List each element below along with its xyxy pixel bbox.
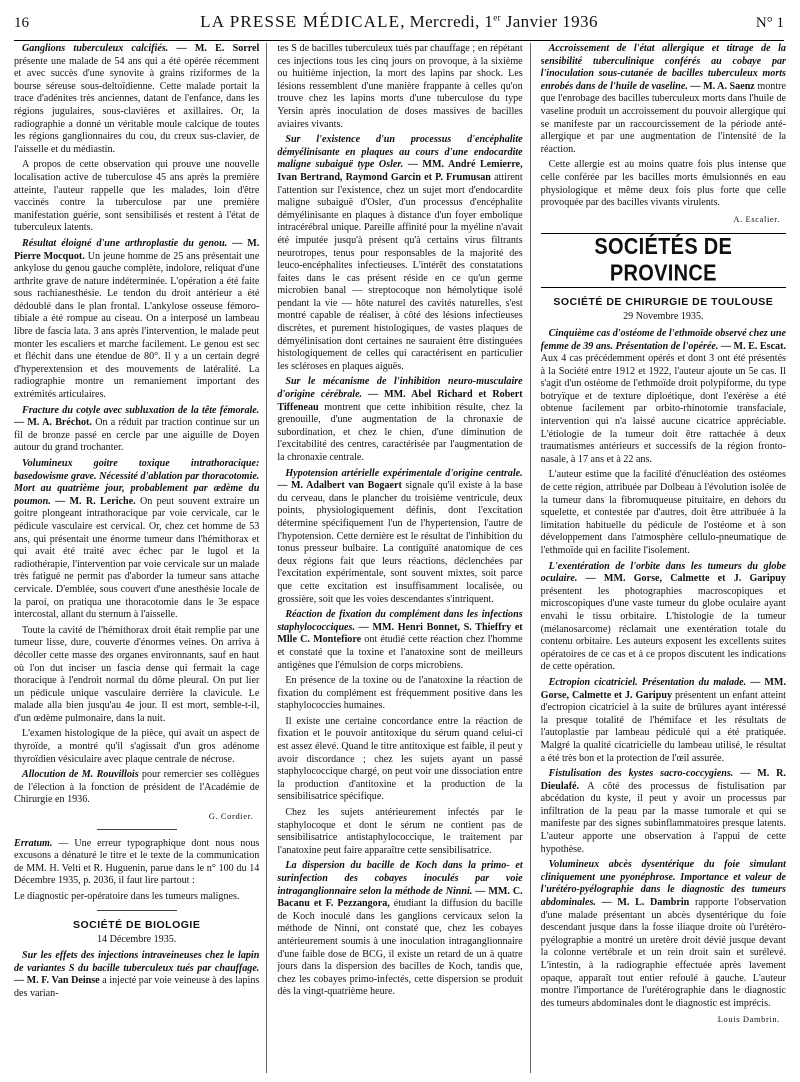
journal-title: LA PRESSE MÉDICALE [200, 12, 401, 31]
article-paragraph: Cinquième cas d'ostéome de l'ethmoïde observé chez une femme de 39 ans. Présentation de l'opérée. — M. E. Escat. Aux 4 cas précédemment opérés et dont 3 ont été présentés à la Société entre 1912 et 1922, l'auteur ajoute un 5e cas. Il s'agit d'un ostéome de l'ethmoïde droit polypiforme, du type botryïque et de texture diploétique, dont l'exérèse a été obtenue facilement par orbito-rhinotomie transfaciale, intervention qui n'a laissé aucune cicatrice appréciable. L'étiologie de la tumeur doit être rattachée à deux traumatismes antérieurs et successifs de la région fronto-nasale, à 17 ans et à 22 ans. [540, 327, 786, 465]
article-paragraph: Volumineux goitre toxique intrathoracique: basedowisme grave. Nécessité d'ablation par thoracotomie. Mort au quatrième jour, probablement par œdème du poumon. — M. R. Leriche. On peut souvent extraire un goitre plongeant intrathoracique par voie cervicale, car le pédicule vasculaire est cervical. Or, chez cet homme de 53 ans, qui présentait une énorme tumeur dans l'hémithorax et qui avait été traité avec échec par le lugol et la radiothérapie, l'intervention par voie cervicale sur un malade très fatigué ne permit pas d'aborder la tumeur sans attache cervicale. D'emblée, sous couvert d'une anesthésie locale de la paroi, on pratiqua une thoracotomie dans le 3e espace intercostal, allant du sternum à l'aisselle. [14, 458, 260, 621]
article-paragraph: Ganglions tuberculeux calcifiés. — M. E. Sorrel présente une malade de 54 ans qui a été opérée récemment et avec succès d'une synovite à grains riziformes de la bourse séreuse sous-deltoïdienne. Cette malade portait la trace d'adénites très anciennes, datant de l'enfance, dans les régions jugulaires, sous-clavières et axillaires. Or, la radiographie a donné un véritable moule calcique de toutes les régions ganglionnaires du cou, du creux sus-clavier, de l'aisselle et du médiastin. [14, 43, 260, 155]
article-paragraph: L'auteur estime que la facilité d'énucléation des ostéomes de cette région, attribuée par Dolbeau à l'évolution isolée de la tumeur dans la fibromuqueuse pituitaire, en dehors du squelette, et contestée par d'autres, doit être attribuée à la limitation habituelle du pédicule de l'ostéome et à son développement dans l'atmosphère cellulo-pneumatique de l'ethmoïde qui en facilite l'isolement. [540, 469, 786, 556]
article-paragraph: tes S de bacilles tuberculeux tués par chauffage ; en répétant ces injections tous les cinq jours on provoque, à la sixième ou huitième injection, la mort des lapins par shock. Les lésions ressemblent d'une manière frappante à celles qu'on trouve chez les lapins morts d'une tuberculose du type Yersin après inoculation de doses massives de bacilles aviaires vivants. [277, 43, 523, 130]
article-paragraph: Cette allergie est au moins quatre fois plus intense que celle conférée par les bacilles morts émulsionnés en eau physiologique et même deux fois plus forte que celle provoquée par des bacilles vivants virulents. [540, 159, 786, 209]
erratum-correction: Le diagnostic per-opératoire dans les tumeurs malignes. [14, 891, 240, 902]
column-right [541, 43, 786, 1073]
issue-number: N° 1 [755, 15, 784, 31]
article-paragraph: A propos de cette observation qui prouve une nouvelle localisation active de tuberculose 45 ans après la première atteinte, l'auteur rappelle que les malades, loin d'être vaccinés contre la tuberculose par une première manifestation guérie, sont sensibilisés et restent à l'état de tuberculeux latents. [14, 159, 260, 234]
divider [97, 910, 177, 911]
issue-date: , Mercredi, 1er Janvier 1936 [400, 12, 598, 31]
signature: A. Escalier. [733, 213, 780, 224]
article-paragraph: Volumineux abcès dysentérique du foie simulant cliniquement une pyonéphrose. Importance et valeur de l'urétéro-pyélographie dans le diagnostic des tumeurs abdominales. — M. L. Dambrin rapporte l'observation d'une malade présentant un abcès dysentérique du foie descendant jusque dans la fosse iliaque droite où l'urétéro-pyélographie a montré un uretère droit dévié jusque devant la colonne vertébrale et un rein droit sain et surélevé. L'intestin, à la radiographie effectuée après lavement opaque, apparaît tout entier refoulé à gauche. L'auteur montre l'importance de l'urétérographie dans le diagnostic des tumeurs abdominales dont le diagnostic est imprécis. [540, 859, 786, 1009]
article-paragraph: Réaction de fixation du complément dans les infections staphylococciques. — MM. Henri Bonnet, S. Thieffry et Mlle C. Montefiore ont étudié cette réaction chez l'homme et constaté que la toxine et l'anatoxine sont de meilleurs antigènes que l'émulsion de corps microbiens. [277, 609, 523, 671]
article-paragraph: Hypotension artérielle expérimentale d'origine centrale. — M. Adalbert van Bogaert signale qu'il existe à la base du cerveau, dans le plancher du troisième ventricule, deux points, physiologiquement définis, dont l'excitation détermine spécifiquement l'un de l'hypertension, l'autre de l'hypotension. Cette dernière est le résultat de l'inhibition du tonus presseur bulbaire. La contiguïté anatomique de ces deux régions fait que leurs réactions, déclenchées par l'excitation expérimentale, sont souvent mixtes, soit parce que cette excitation est insuffisamment localisée, ou grossière, soit que les voies descendantes s'intriquent. [277, 467, 523, 605]
article-paragraph: En présence de la toxine ou de l'anatoxine la réaction de fixation du complément est fréquemment positive dans les staphylococcies humaines. [277, 675, 523, 712]
article-paragraph: Chez les sujets antérieurement infectés par le staphylocoque et dont le sérum ne contient pas de sensibilisatrice antistaphylococcique, le traitement par l'anatoxine peut faire apparaître cette sensibilisatrice. [277, 807, 523, 856]
column-middle [277, 43, 530, 1073]
signature: Louis Dambrin. [717, 1014, 780, 1025]
article-paragraph: Sur les effets des injections intraveineuses chez le lapin de variantes S du bacille tuberculeux tués par chauffage. — M. F. Van Deinse a injecté par voie veineuse à des lapins des varian- [14, 950, 260, 999]
section-heading: SOCIÉTÉ DE BIOLOGIE [72, 918, 201, 931]
erratum-paragraph: Erratum. — Une erreur typographique dont nous nous excusons a dénaturé le titre et le texte de la communication de MM. H. Velti et R. Huguenin, parue dans le n° 100 du 14 Décembre 1935, p. 2036, il faut lire partout : [14, 837, 260, 887]
province-banner [541, 233, 786, 288]
page-header [14, 12, 784, 41]
article-paragraph: Fracture du cotyle avec subluxation de la tête fémorale. — M. A. Bréchot. On a réduit par traction continue sur un fil de bronze passé en cercle par une aiguille de Doyen autour du grand trochanter. [14, 404, 260, 454]
article-paragraph: La dispersion du bacille de Koch dans la primo- et surinfection des cobayes inoculés par voie intraganglionnaire selon la méthode de Ninni. — MM. C. Bacanu et F. Pezzangora, étudiant la diffusion du bacille de Koch inoculé dans les ganglions cervicaux selon la méthode de Ninni, ont constaté que, chez les cobayes antérieurement soumis à une inoculation intraganglionnaire d'une faible dose de BCG, il existe un retard de un à quatre jours dans la dispersion des bacilles de Koch, tandis que, chez les cobayes primo-infectés, cette dispersion se produit dès la vingt-quatrième heure. [277, 860, 523, 998]
article-paragraph: Sur le mécanisme de l'inhibition neuro-musculaire d'origine cérébrale. — MM. Abel Richard et Robert Tiffeneau montrent que cette inhibition résulte, chez la grenouille, d'une augmentation de la chronaxie de subordination, et chez le chien, d'une diminution de l'excitabilité des centres, caractérisée par l'augmentation de la chronaxie centrale. [277, 376, 523, 463]
article-paragraph: L'examen histologique de la pièce, qui avait un aspect de thyroïde, a montré qu'il s'agissait d'un gros adénome thyroïdien vésiculaire avec plaque centrale de nécrose. [14, 728, 260, 765]
article-paragraph: Allocution de M. Rouvillois pour remercier ses collègues de l'élection à la fonction de président de l'Académie de Chirurgie en 1936. [14, 769, 260, 806]
article-paragraph: Ectropion cicatriciel. Présentation du malade. — MM. Gorse, Calmette et J. Garipuy présentent un enfant atteint d'ectropion cicatriciel à la suite de brûlures ayant intéressé la presque totalité de l'hémiface et les résultats de l'autoplastie par lambeau pédiculé qui a été pratiquée. Malgré la qualité cicatricielle du lambeau utilisé, le résultat a été très bon et la protection de l'œil assurée. [540, 676, 786, 764]
article-paragraph: Sur l'existence d'un processus d'encéphalite démyélinisante en plaques au cours d'une endocardite maligne subaiguë type Osler. — MM. André Lemierre, Ivan Bertrand, Raymond Garcin et P. Frumusan attirent l'attention sur l'existence, chez un sujet mort d'endocardite maligne subaiguë d'Osler, d'un processus d'encéphalite démyélinisante en plaques à distance d'un foyer embolique intracérébral unique. Pareille affinité pour la myéline n'avait été imputée jusqu'à présent qu'à certains virus filtrants neurotropes, tenus pour responsables de la majorité des leuco-encéphalites infectieuses. L'intérêt des constatations faites dans le cas présent réside en ce qu'un germe microbien banal — streptocoque non hémolytique isolé pendant la vie — hôte naturel des cavités naturelles, s'est montré capable de réaliser, à côté des lésions infectieuses discrètes, et purement histologiques, de vastes plaques de démyélinisation dont certaines ne sauraient être distinguées histologiquement de celles qui caractérisent en particulier les scléroses en plaques aiguës. [277, 134, 523, 372]
article-paragraph: Fistulisation des kystes sacro-coccygiens. — M. R. Dieulafé. A côté des processus de fistulisation par abcédation du kyste, il peut y avoir un processus par infiltration de la peau par la masse tumorale et qui se manifeste par des signes subinflammatoires presque latents. L'auteur apporte une observation à l'appui de cette hypothèse. [540, 768, 786, 855]
article-paragraph: Toute la cavité de l'hémithorax droit était remplie par une tumeur lisse, dure, couverte d'énormes veines. On arriva à décoller cette masse des organes environnants, sauf en haut où l'on dut inciser un fascia dense qui fermait la cage thoracique à l'endroit normal du dôme pleural. On put lier un pédicule unique vasculaire derrière la clavicule. Le malade alla bien jusqu'au 4e jour. Il est mort, semble-t-il, d'un œdème pulmonaire, dans la nuit. [14, 624, 260, 724]
signature: G. Cordier. [208, 811, 254, 822]
article-paragraph: Résultat éloigné d'une arthroplastie du genou. — M. Pierre Mocquot. Un jeune homme de 25 ans présentait une ankylose du genou gauche complète, indolore, reliquat d'une arthrite grave de nature indéterminée. L'opération a été faite sous rachianesthésie. Le tendon du droit antérieur a été dédoublé dans le plan frontal. L'ankylose osseuse fémoro-tibiale a été rompue au ciseau. On a interposé un lambeau libre de fascia lata. 3 ans après l'intervention, le malade peut monter les escaliers et marche facilement. Le genou est sec et fléchit dans une étendue de 80°. Il y a un certain degré d'hyperextension et des mouvements de latéralité. La radiographie montre un remaniement important des extrémités articulaires. [14, 237, 260, 401]
province-heading: SOCIÉTÉS DE PROVINCE [594, 234, 733, 287]
erratum [14, 838, 259, 904]
article-paragraph: L'exentération de l'orbite dans les tumeurs du globe oculaire. — MM. Gorse, Calmette et J. Garipuy présentent les photographies macroscopiques et microscopiques d'une vaste tumeur du globe oculaire ayant envahi le tissu orbitaire. L'histologie de la tumeur (mélanosarcome) réclamait une exentération totale du contenu orbitaire. Les auteurs exposent les excellents suites opératoires de ce cas et à ce propos discutent les indications de cette opération. [540, 560, 786, 673]
running-title [200, 12, 598, 32]
section-date: 29 Novembre 1935. [623, 311, 704, 323]
column-left [14, 43, 267, 1073]
page-number: 16 [14, 15, 29, 31]
article-paragraph: Accroissement de l'état allergique et titrage de la sensibilité tuberculinique conférés au cobaye par l'inoculation sous-cutanée de bacilles tuberculeux morts enrobés dans de l'huile de vaseline. — M. A. Saenz montre que l'enrobage des bacilles tuberculeux morts dans l'huile de vaseline produit un accroissement du pouvoir allergique qui se manifeste par un raccourcissement de la période anté-allergique et par une augmentation de l'intensité de la réaction. [540, 43, 786, 155]
section-heading: SOCIÉTÉ DE CHIRURGIE DE TOULOUSE [553, 296, 774, 309]
divider [97, 829, 177, 830]
text-columns [10, 43, 790, 1073]
article-paragraph: Il existe une certaine concordance entre la réaction de fixation et le pouvoir antitoxique du sérum quand celui-ci est assez élevé. Quand le titre antitoxique est faible, il peut y avoir discordance ; chez les sujets ayant un passé staphylococcique chargé, on peut voir une dissociation entre la production d'antitoxine et la production de la sensibilisatrice spécifique. [277, 715, 523, 803]
section-date: 14 Décembre 1935. [97, 933, 177, 945]
